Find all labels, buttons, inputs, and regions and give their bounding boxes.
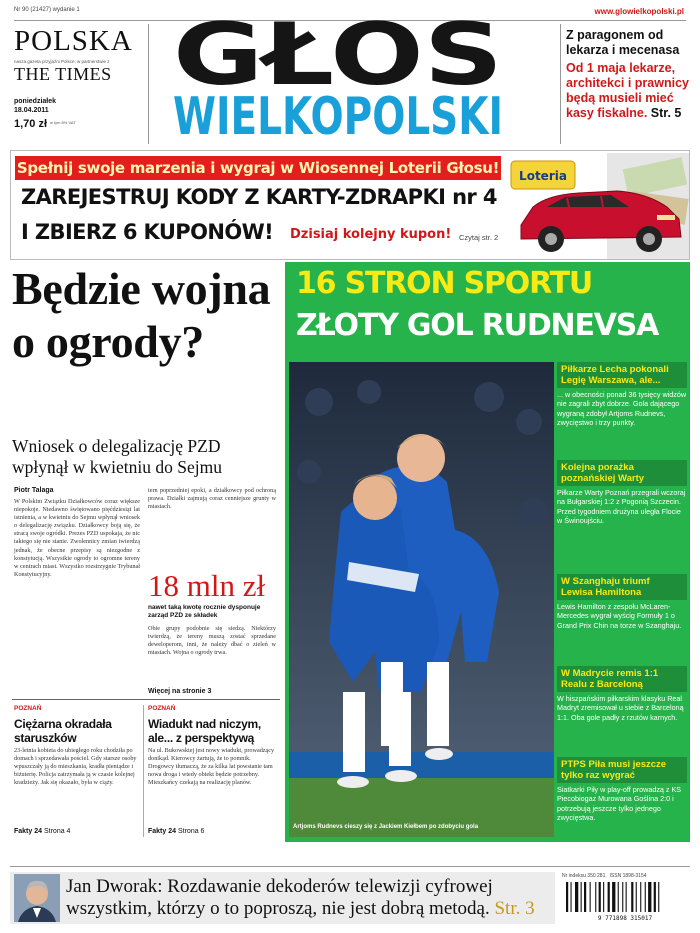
lead-body-col-b: tern poprzedniej epoki, a działkowcy pod ochroną prawa. Działki zajmują coraz cenniejsze grunty w miastach. (148, 487, 276, 511)
sport-kicker: 16 STRON SPORTU (296, 266, 593, 301)
issue-number: Nr 90 (21427) wydanie 1 (14, 7, 80, 13)
issue-date (14, 97, 56, 115)
sport-item-text: ... w obecności ponad 36 tysięcy widzów nie zagrali zbyt dobrze. Gola dającego wygraną zdobył Artjoms Rudnevs, zwycięstwo i trzy punkty. (557, 390, 687, 428)
sport-item[interactable] (557, 574, 687, 630)
promo-page-ref: Str. 5 (650, 106, 682, 120)
sport-item-text: Piłkarze Warty Poznań przegrali wczoraj na Bułgarskiej 1:2 z Pogonią Szczecin. Przed tygodniem drużyna uległa Flocie w Świnoujściu. (557, 488, 686, 526)
bottom-headline: Jan Dworak: Rozdawanie dekoderów telewizji cyfrowej wszystkim, którzy o to poproszą, nie jest dobrą metodą. (66, 876, 493, 919)
lead-more-link[interactable]: Więcej na stronie 3 (148, 688, 212, 695)
barcode-bar (603, 882, 604, 912)
barcode-bar (590, 882, 591, 912)
glos-masthead-text: GŁOS (173, 20, 503, 90)
brief-footer-page: Strona 6 (177, 828, 205, 835)
polska-logo: POLSKA (14, 25, 133, 57)
lead-headline[interactable]: Będzie wojna o ogrody? (12, 263, 271, 367)
sport-item[interactable] (557, 460, 687, 526)
promo-title[interactable]: Z paragonem od lekarza i mecenasa (566, 28, 680, 57)
dworak-portrait (14, 874, 60, 922)
issue-price: 1,70 zł (14, 118, 48, 130)
barcode-digits: 9 771898 315017 (597, 915, 653, 922)
brief-kicker: POZNAŃ (148, 705, 176, 712)
issn: ISSN 1898-3154 (609, 873, 647, 879)
barcode-bar (584, 882, 586, 912)
sport-item-text: Siatkarki Piły w play-off prowadzą z KS Piecobiogaz Murowana Goślina 2:0 i potrzebują jeszcze tylko jednego zwycięstwa. (557, 785, 682, 823)
bottom-divider (10, 866, 690, 867)
barcode-bar (645, 882, 646, 912)
barcode-bar (566, 882, 568, 912)
brief-footer-page: Strona 4 (43, 828, 71, 835)
polska-tagline: nasza gazeta przyjaźni Polsce, w partnerstwie z (14, 59, 110, 64)
footballers-photo (289, 362, 554, 837)
website-link[interactable]: www.glowielkopolski.pl (594, 7, 684, 16)
sport-item-title: PTPS Piła musi jeszcze tylko raz wygrać (561, 759, 667, 781)
brief-footer-brand: Fakty 24 (14, 828, 43, 835)
sport-item-header (557, 362, 687, 388)
lottery-badge (511, 161, 575, 189)
lottery-today: Dzisiaj kolejny kupon! (290, 227, 452, 242)
bottom-teaser-text (66, 876, 552, 920)
barcode-bar (622, 882, 623, 912)
brief-text: Na ul. Bukowskiej jest nowy wiadukt, prowadzący donikąd. Kierowcy żartują, że to pomnik. Drogowcy tłumaczą, że za kilka lat powstanie tam nowa droga i wtedy obiekt będzie potrzebny. Mieszkańcy czekają na realizację planów. (148, 747, 275, 787)
sport-item-title: Piłkarze Lecha pokonali Legię Warszawa, ale... (561, 364, 669, 386)
promo-lede: Od 1 maja lekarze, architekci i prawnicy będą musieli mieć kasy fiskalne. (566, 61, 689, 120)
barcode-bar (612, 882, 615, 912)
barcode-bar (608, 882, 610, 912)
sport-item-title: W Szanghaju triumf Lewisa Hamiltona (561, 576, 650, 598)
sport-item-header (557, 757, 687, 783)
barcode-bar (575, 882, 578, 912)
barcode-bar (648, 882, 651, 912)
sport-photo (289, 362, 554, 837)
lottery-prize-car (507, 153, 690, 259)
lottery-instruction-1: ZAREJESTRUJ KODY Z KARTY-ZDRAPKI nr 4 (21, 185, 497, 209)
lead-big-number-caption: nawet taką kwotę rocznie dysponuje zarząd PZD ze składek (148, 604, 261, 619)
bottom-page-ref: Str. 3 (494, 898, 535, 919)
brief-kicker: POZNAŃ (14, 705, 42, 712)
sport-item-header (557, 666, 687, 692)
lead-big-number: 18 mln zł (148, 568, 266, 603)
lottery-badge-text: Loteria (519, 169, 567, 183)
issue-day: poniedziałek (14, 98, 57, 105)
issue-date-value: 18.04.2011 (14, 107, 49, 114)
brief-footer-brand: Fakty 24 (148, 828, 177, 835)
masthead-left-divider (148, 24, 149, 144)
promo-text[interactable] (566, 61, 692, 121)
barcode-bar (636, 882, 637, 912)
sport-item-text: W hiszpańskim piłkarskim klasyku Real Madryt zremisował u siebie z Barceloną 1:1. Oba gole padły z rzutów karnych. (557, 694, 684, 722)
lottery-banner[interactable] (10, 150, 690, 260)
lead-body-col-a: W Polskim Związku Działkowców coraz większe niepokoje. Niedawno świętowano pięćdziesiąt lat istnienia, a w kwietniu do Sejmu wpłynął wniosek o delegalizację związku. Działkowcy boją się, że stracą swoje ogródki. Prezes PZD uspokaja, że nic takiego się nie stanie. Zwolennicy zmian twierdzą jednak, że obecne przepisy są niezgodne z konstytucją. Wszystkie ogrody to ogromne tereny w centrach miast. Wszystko rozstrzygnie Trybunał Konstytucyjny. (14, 498, 140, 578)
wielkopolski-masthead-text: WIELKOPOLSKI (173, 87, 503, 144)
lottery-read-more[interactable]: Czytaj str. 2 (459, 233, 499, 242)
sport-headline[interactable]: ZŁOTY GOL RUDNEVSA (296, 308, 659, 343)
lead-divider (12, 699, 280, 700)
sport-item-title: Kolejna porażka poznańskiej Warty (561, 462, 645, 484)
brief-footer (14, 828, 70, 835)
barcode-bar (571, 882, 572, 912)
sport-item[interactable] (557, 757, 687, 823)
vat-note: w tym 8% VAT (50, 120, 76, 125)
barcode-bar (640, 882, 641, 912)
sport-item-text: Lewis Hamilton z zespołu McLaren-Mercedes wygrał wyścig Formuły 1 o Grand Prix Chin na torze w Szanghaju. (557, 602, 682, 630)
barcode (560, 874, 690, 922)
lead-byline: Piotr Talaga (14, 487, 54, 494)
glos-masthead (168, 20, 508, 90)
sport-item-header (557, 460, 687, 486)
wielkopolski-masthead (168, 84, 508, 144)
lottery-instruction-2: I ZBIERZ 6 KUPONÓW! (21, 220, 274, 244)
sport-photo-caption: Artjoms Rudnevs cieszy się z Jackiem Kiełbem po zdobyciu gola (293, 824, 479, 830)
barcode-bar (581, 882, 582, 912)
lottery-headline: Spełnij swoje marzenia i wygraj w Wiosennej Loterii Głosu! (15, 156, 501, 180)
brief-footer (148, 828, 204, 835)
barcode-bar (658, 882, 659, 912)
sport-item-title: W Madrycie remis 1:1 Realu z Barceloną (561, 668, 659, 690)
barcode-bar (626, 882, 627, 912)
barcode-bar (599, 882, 601, 912)
barcode-bar (618, 882, 619, 912)
the-times-logo: THE TIMES (14, 64, 112, 84)
barcode-bar (654, 882, 656, 912)
sport-item[interactable] (557, 362, 687, 428)
brief-text: 23-letnia kobieta do ubiegłego roku chodziła po domach i sprzedawała pościel. Gdy starsze osoby wpuszczały ją do mieszkania, kradła pieniądze i biżuterię. Policja zatrzymała ją w czasie kolejnej kradzieży. Jak się okazało, była w ciąży. (14, 747, 137, 787)
lead-deck: Wniosek o delegalizację PZD wpłynął w kwietniu do Sejmu (12, 436, 222, 477)
brief-title[interactable]: Wiadukt nad niczym, ale... z perspektywą (148, 717, 261, 745)
masthead-right-divider (560, 24, 561, 144)
brief-title[interactable]: Ciężarna okradała staruszków (14, 717, 112, 745)
sport-item-header (557, 574, 687, 600)
barcode-bar (595, 882, 596, 912)
barcode-bar (631, 882, 633, 912)
sport-item[interactable] (557, 666, 687, 722)
brief-divider (143, 705, 144, 837)
index-number: Nr indeksu 350 281 (562, 873, 606, 879)
lead-body-col-b2: Obie grupy podobnie się siedzą. Niektórzy twierdzą, że tereny muszą zostać sprzedane deweloperom, inni, że należy dbać o zieleń w miastach. Wojna o ogrody trwa. (148, 625, 276, 657)
barcode-bars (566, 882, 659, 912)
